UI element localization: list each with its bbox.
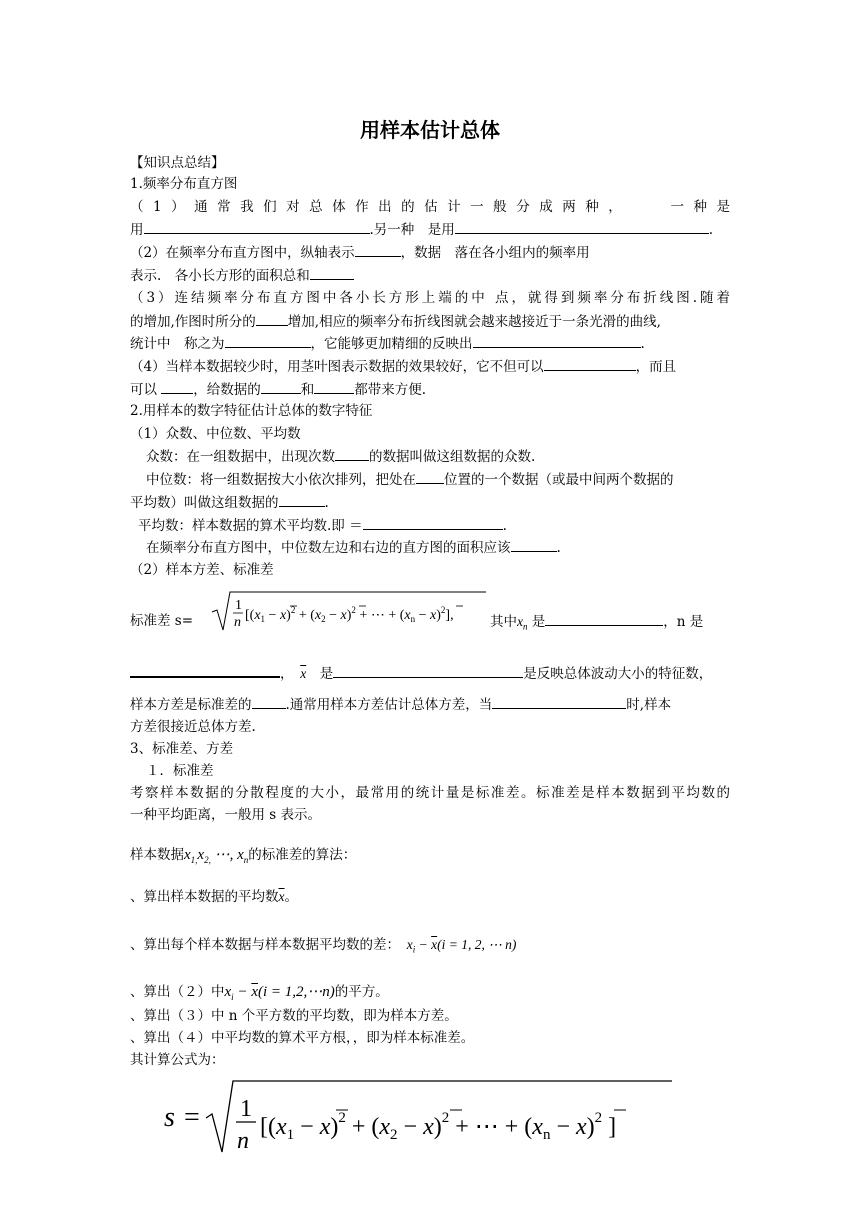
blank-15 <box>363 515 503 530</box>
sd-formula-large <box>160 1074 680 1158</box>
blank-18 <box>130 662 280 678</box>
section-header: 【知识点总结】 <box>130 155 225 171</box>
histogram-median-note: 在频率分布直方图中，中位数左边和右边的直方图的面积应该 . <box>146 537 746 558</box>
blank-6 <box>225 333 311 348</box>
sd-formula-small <box>210 588 490 638</box>
blank-10 <box>261 379 301 394</box>
blank-20 <box>252 694 286 709</box>
blank-13 <box>416 469 444 484</box>
step-2: 、算出每个样本数据与样本数据平均数的差： $x_i - \overline{x}(i = 1$, 2, ⋯ n) <box>130 937 517 955</box>
blank-2 <box>455 219 709 234</box>
mean-definition: 平均数：样本数据的算术平均数.即 ＝ . <box>138 515 738 536</box>
paragraph-3-line-2: 的增加,作图时所分的 增加,相应的频率分布折线图就会越来越接近于一条光滑的曲线, <box>130 311 730 332</box>
svg-text:[(x1 − x)2 + (x2 − x)2 + ⋯ + (: [$(x_1 - x)^2 + (x_2 - x)^2$ + ⋯ + $(x_n - x)^2$ ] <box>260 1110 617 1143</box>
sd-label: 标准差 s= <box>130 613 194 629</box>
svg-text:n: n <box>234 615 241 630</box>
xbar-symbol: $\overline{x}$ <box>300 666 307 681</box>
sd-description: 其中$x_n$ 是 ，n 是 <box>490 611 730 632</box>
blank-8 <box>544 356 636 371</box>
step-5: 、算出（４）中平均数的算术平方根，，即为样本标准差。 <box>130 1030 475 1046</box>
paragraph-4-line-2: 可以 ，给数据的 和 都带来方便. <box>130 379 730 400</box>
algorithm-intro: 样本数据$x_{1,}x_{2,}$ ⋯, $x_n$的标准差的算法： <box>130 847 357 865</box>
svg-text:=: = <box>184 1102 200 1133</box>
xbar-description: ， $\overline{x}$ 是 是反映总体波动大小的特征数， <box>130 662 730 684</box>
blank-19 <box>333 663 523 678</box>
heading-histogram: 1.频率分布直方图 <box>130 176 238 192</box>
svg-text:1: 1 <box>235 598 242 613</box>
median-definition-line-2: 平均数）叫做这组数据的 . <box>130 492 730 513</box>
deviation-expression: $x_i - \overline{x}(i$ = 1,2,⋯n) <box>224 984 335 1002</box>
sample-data-symbols: $x_{1,}x_{2,}$ ⋯, $x_n$ <box>184 847 249 865</box>
paragraph-5-line-2: 一种平均距离，一般用 s 表示。 <box>130 807 322 823</box>
xbar-symbol: $\overline{x}$ <box>278 889 285 904</box>
median-definition-line-1: 中位数：将一组数据按大小依次排列，把处在 位置的一个数据（或最中间两个数据的 <box>146 469 730 490</box>
deviation-expression: $x_i - \overline{x}(i = 1$, 2, ⋯ n) <box>406 937 517 955</box>
blank-1 <box>144 219 370 234</box>
blank-3 <box>355 242 401 257</box>
blank-9 <box>161 379 193 394</box>
svg-text:n: n <box>237 1128 249 1154</box>
formula-intro: 其计算公式为： <box>130 1052 225 1068</box>
blank-16 <box>511 537 557 552</box>
svg-text:s: s <box>164 1102 175 1133</box>
paragraph-3-line-3: 统计中 称之为 ，它能够更加精细的反映出 . <box>130 333 730 354</box>
paragraph-4-line-1: （4）当样本数据较少时，用茎叶图表示数据的效果较好，它不但可以 ，而且 <box>130 356 730 377</box>
paragraph-5-line-1: 考察样本数据的分散程度的大小，最常用的统计量是标准差。标准差是样本数据到平均数的 <box>130 785 730 801</box>
page-title: 用样本估计总体 <box>360 118 500 142</box>
paragraph-1-line-2: 用 .另一种 是用 . <box>130 219 730 240</box>
heading-sd-variance: 3、标准差、方差 <box>130 741 234 757</box>
xn-symbol: $x_n$ <box>517 614 528 632</box>
variance-line-2: 方差很接近总体方差. <box>130 719 256 735</box>
blank-17 <box>545 611 663 626</box>
paragraph-3-line-1: （3）连结频率分布直方图中各小长方形上端的中 点，就得到频率分布折线图.随着 <box>130 290 730 306</box>
svg-text:[(x1 − x)2 + (x2 − x)2 + ⋯ + (: [$(x_1 - x)^2 + (x_2 - x)^2$ + ⋯ + $(x_n - x)^2$], <box>245 605 454 624</box>
blank-5 <box>256 311 288 326</box>
blank-12 <box>335 446 369 461</box>
blank-21 <box>492 694 626 709</box>
step-3: 、算出（２）中$x_i - \overline{x}(i$ = 1,2,⋯n)的平方。 <box>130 984 389 1002</box>
paragraph-1-line-1: （1）通常我们对总体作出的估计一般分成两种， 一种是 <box>130 199 730 215</box>
paragraph-2-line-1: （2）在频率分布直方图中，纵轴表示 ，数据 落在各小组内的频率用 <box>130 242 730 263</box>
blank-4 <box>310 265 354 280</box>
subheading-standard-deviation: １．标准差 <box>146 763 214 779</box>
svg-text:1: 1 <box>240 1096 252 1122</box>
step-1: 、算出样本数据的平均数$\overline{x}$。 <box>130 889 298 905</box>
paragraph-2-line-2: 表示. 各小长方形的面积总和 <box>130 265 730 286</box>
variance-line-1: 样本方差是标准差的 .通常用样本方差估计总体方差，当 时,样本 <box>130 694 730 715</box>
mode-definition: 众数：在一组数据中，出现次数 的数据叫做这组数据的众数. <box>146 446 746 467</box>
subheading-variance-sd: （2）样本方差、标准差 <box>130 562 274 578</box>
blank-11 <box>314 379 354 394</box>
blank-7 <box>473 333 641 348</box>
heading-numeric-features: 2.用样本的数字特征估计总体的数字特征 <box>130 403 373 419</box>
blank-14 <box>279 492 325 507</box>
step-4: 、算出（３）中 n 个平方数的平均数，即为样本方差。 <box>130 1008 458 1024</box>
subheading-mode-median-mean: （1）众数、中位数、平均数 <box>130 426 301 442</box>
